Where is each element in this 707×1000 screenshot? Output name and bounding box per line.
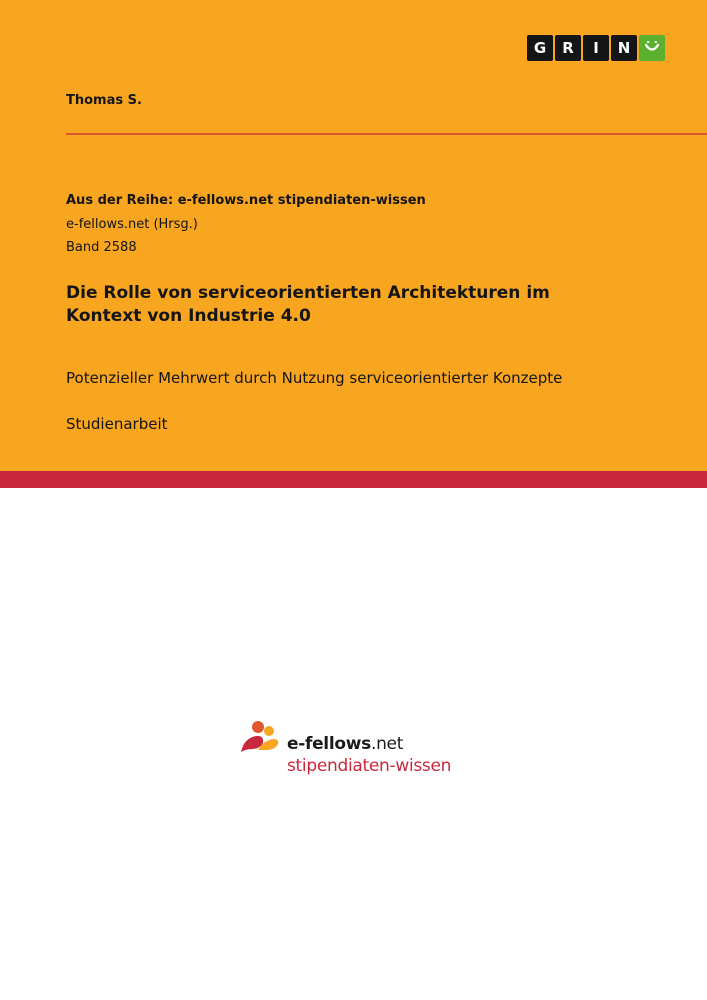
cover-top-panel <box>0 0 707 471</box>
efellows-name: e-fellows.net <box>287 734 404 754</box>
editor-line: e-fellows.net (Hrsg.) <box>66 217 198 232</box>
grin-letter: R <box>555 35 581 61</box>
grin-letter: N <box>611 35 637 61</box>
smile-icon <box>639 35 665 61</box>
divider <box>66 133 707 135</box>
grin-letter: I <box>583 35 609 61</box>
efellows-mark-icon <box>238 718 282 760</box>
series-title: Aus der Reihe: e-fellows.net stipendiaten-wissen <box>66 193 426 208</box>
red-band <box>0 471 707 488</box>
volume-number: Band 2588 <box>66 240 137 255</box>
efellows-tagline: stipendiaten-wissen <box>287 756 452 776</box>
author-name: Thomas S. <box>66 93 142 108</box>
document-title: Die Rolle von serviceorientierten Architekturen im Kontext von Industrie 4.0 <box>66 283 550 326</box>
grin-logo <box>527 35 665 61</box>
grin-letter: G <box>527 35 553 61</box>
document-type: Studienarbeit <box>66 415 168 433</box>
document-subtitle: Potenzieller Mehrwert durch Nutzung serviceorientierter Konzepte <box>66 369 563 387</box>
efellows-logo <box>238 718 478 784</box>
